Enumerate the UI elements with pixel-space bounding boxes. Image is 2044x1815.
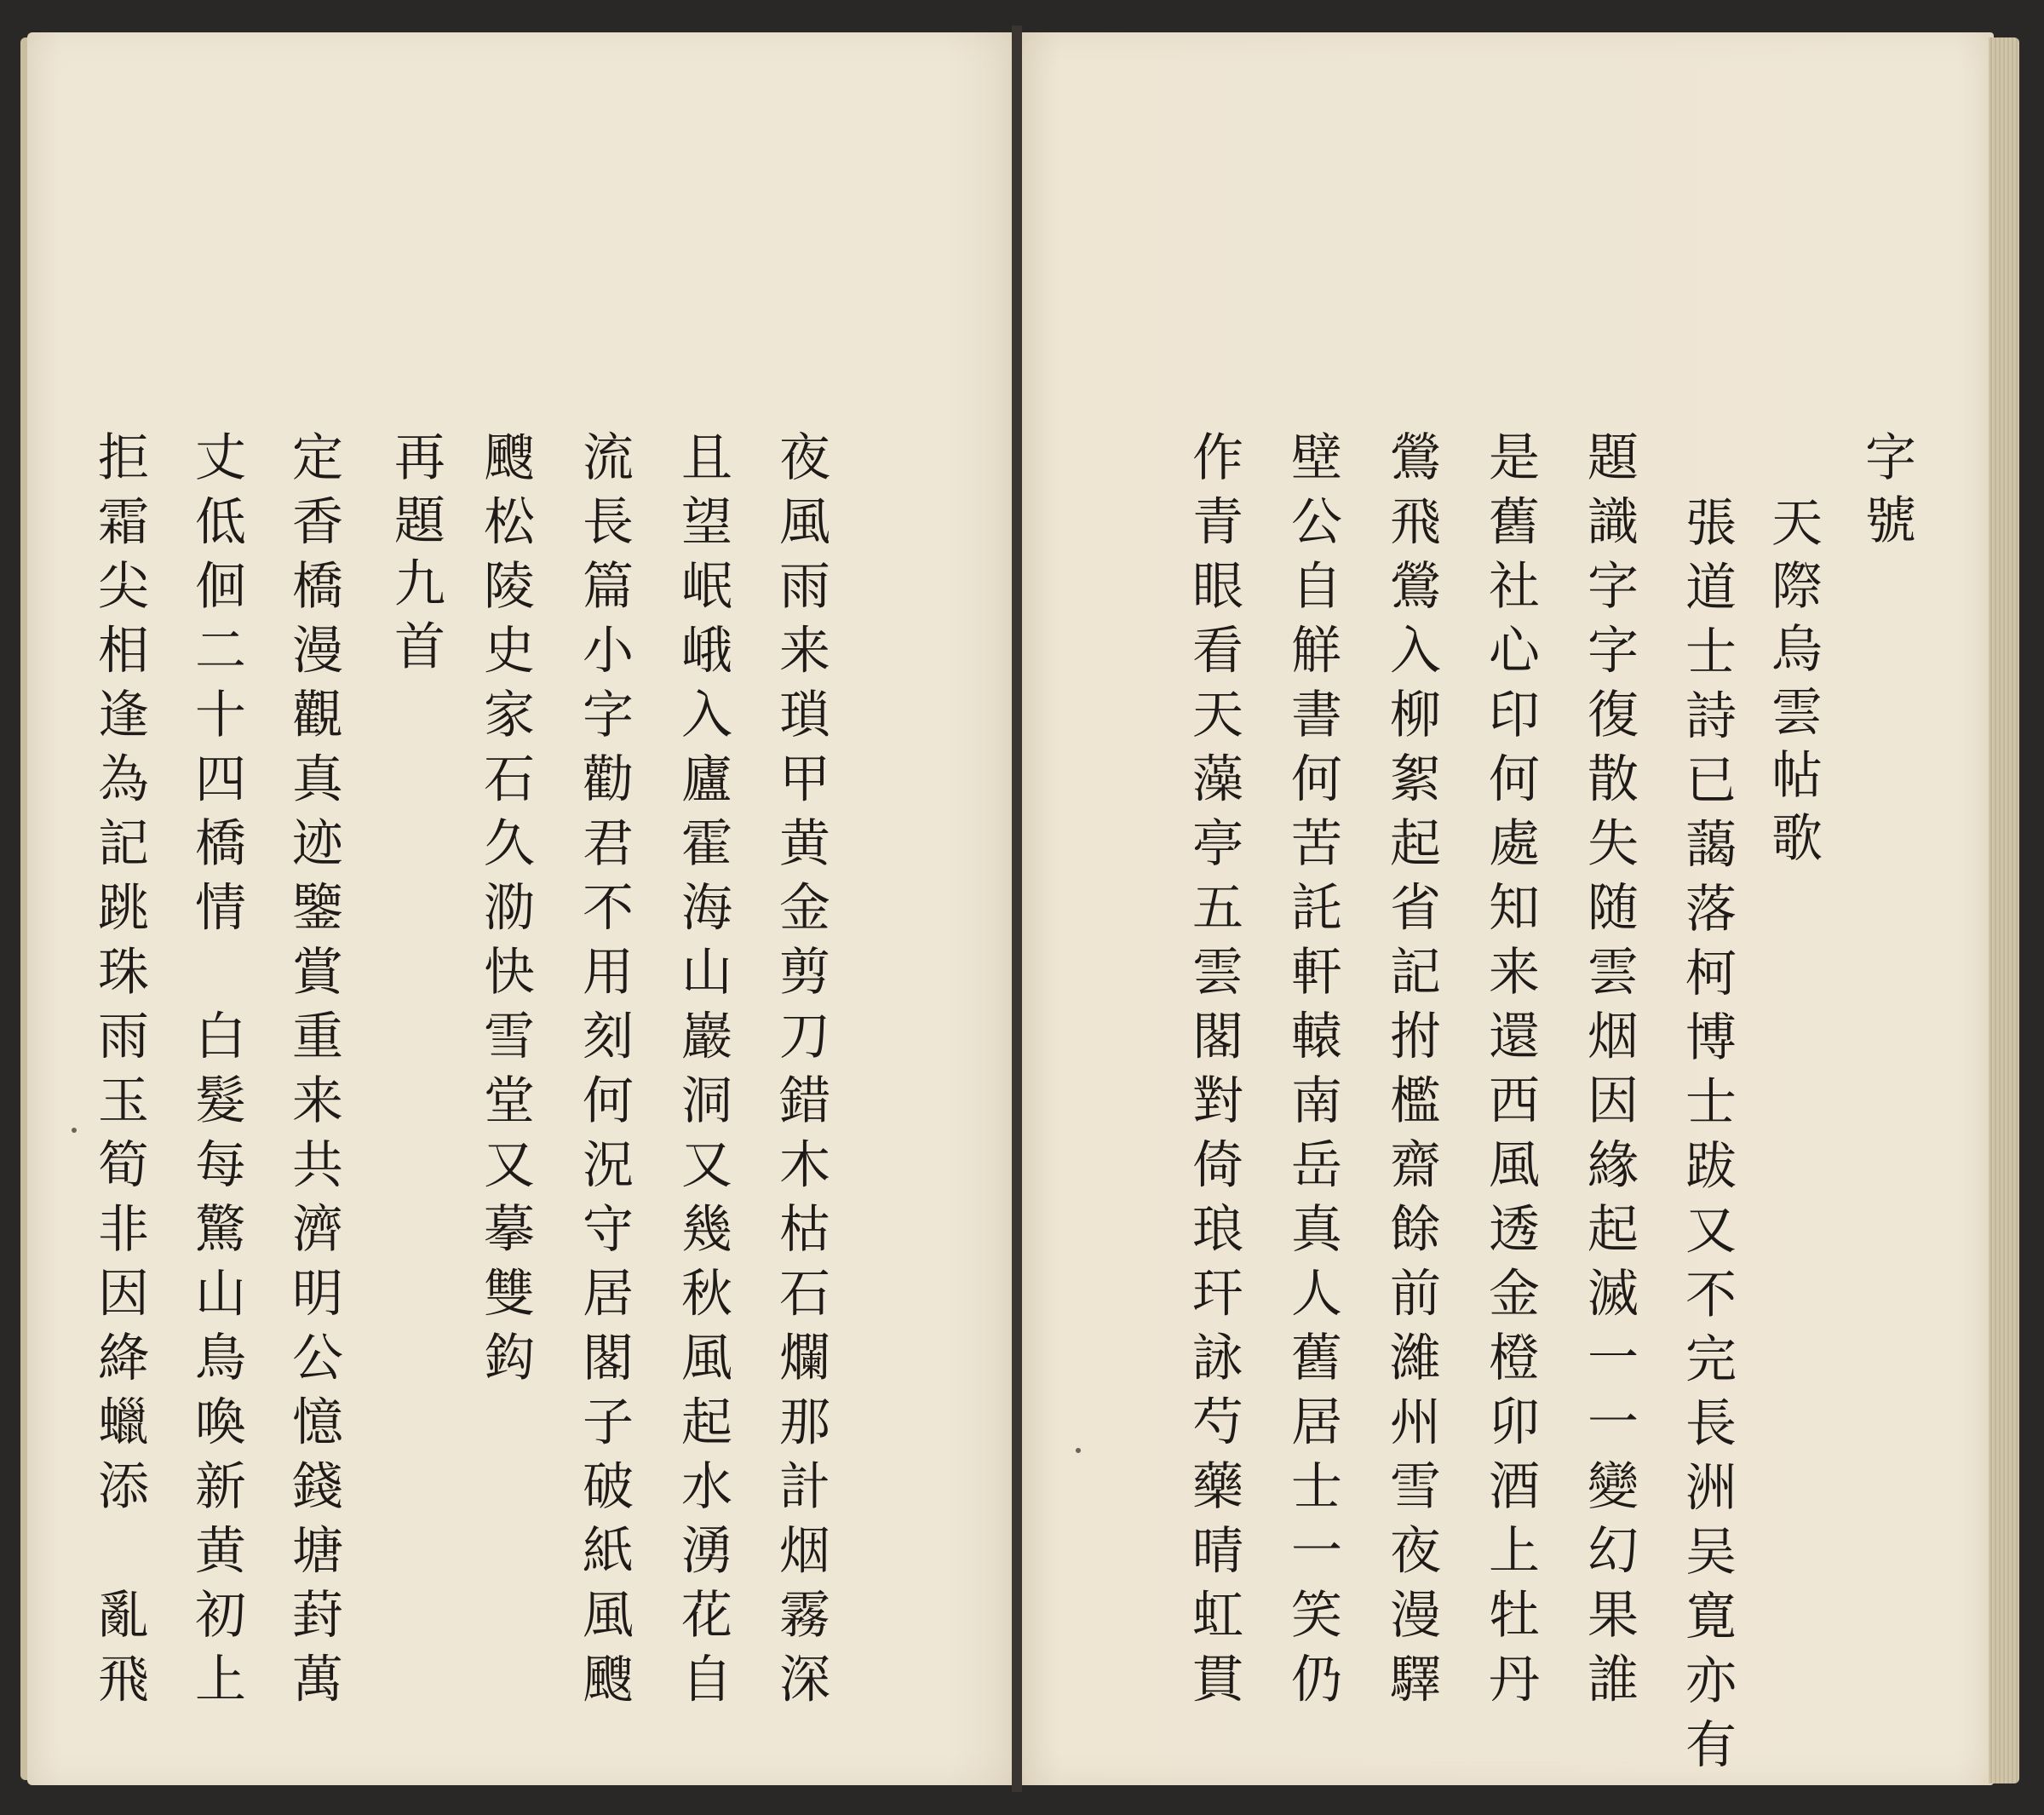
left-column-1: 夜風雨来瑣甲黄金剪刀錯木枯石爛那計烟霧深	[771, 430, 830, 1716]
left-column-5-heading: 再題九首	[386, 430, 445, 682]
right-column-7: 壁公自觧書何苦託軒轅南岳真人舊居士一笑仍	[1283, 430, 1342, 1716]
right-column-3: 張道士詩已藹落柯博士跋又不完長洲吴寛亦有	[1677, 496, 1737, 1782]
right-column-1: 字號	[1857, 430, 1916, 556]
left-column-2: 且望岷峨入廬霍海山巖洞又幾秋風起水湧花自	[673, 430, 732, 1716]
left-column-3: 流長篇小字勸君不用刻何況守居閣子破紙風颼	[574, 430, 634, 1716]
left-column-4: 颼松陵史家石久泐快雪堂又摹雙鈎	[475, 430, 535, 1395]
page-edges	[1989, 37, 2019, 1783]
right-column-2: 天際烏雲帖歌	[1763, 496, 1823, 874]
left-column-7: 丈低佪二十四橋情 白髮每驚山鳥喚新黄初上	[187, 430, 246, 1716]
book-gutter	[1012, 26, 1022, 1792]
left-column-6: 定香橋漫觀真迹鑒賞重来共濟明公憶錢塘葑萬	[284, 430, 343, 1716]
right-column-8: 作青眼看天藻亭五雲閣對倚琅玕詠芍藥晴虹貫	[1184, 430, 1243, 1716]
right-column-4: 題識字字復散失随雲烟因緣起滅一一變幻果誰	[1579, 430, 1639, 1716]
right-column-5: 是舊社心印何處知来還西風透金橙卯酒上牡丹	[1480, 430, 1540, 1716]
paper-speck	[1076, 1448, 1081, 1453]
left-column-8: 拒霜尖相逢為記跳珠雨玉筍非因絳蠟添 亂飛	[89, 430, 149, 1716]
right-column-6: 鶯飛鶯入柳絮起省記拊檻齋餘前濰州雪夜漫驛	[1381, 430, 1441, 1716]
paper-speck	[72, 1128, 77, 1133]
